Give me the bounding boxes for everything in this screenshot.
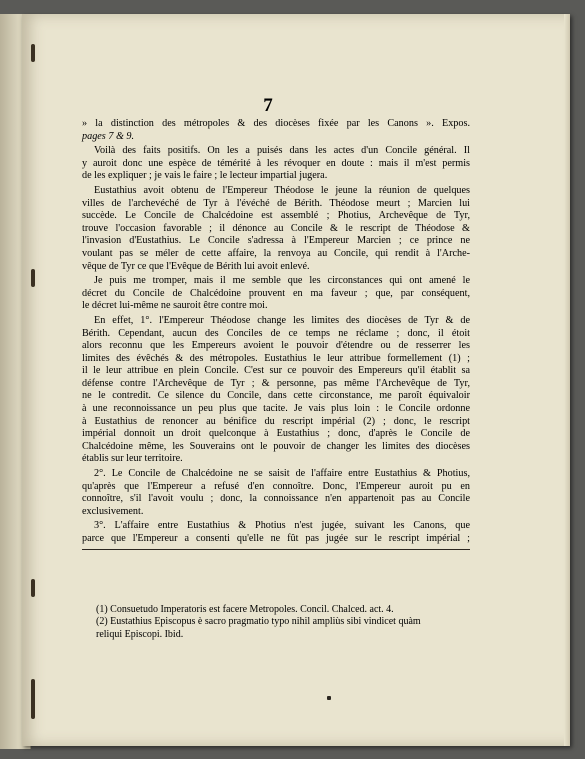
text-line: Bérith. Cependant, aucun des Conciles de ce temps ne réclame ; donc, il étoit — [82, 327, 470, 339]
footnote-rule — [82, 549, 470, 550]
text-line: pages 7 & 9. — [82, 130, 135, 142]
text-line: villes de l'archevéché de Tyr à l'évéché de Bérith. Théodose meurt ; Marcien lui — [82, 197, 470, 209]
text-line: 2°. Le Concile de Chalcédoine ne se saisit de l'affaire entre Eustathius & Photius, — [94, 468, 470, 480]
paragraph — [82, 315, 470, 466]
text-line: établis sur leur territoire. — [82, 453, 183, 465]
text-line: l'invasion d'Eustathius. Le Concile s'adressa à l'Empereur Marcien ; ce prince ne — [82, 235, 470, 247]
body-text — [82, 118, 470, 556]
paragraph — [82, 185, 470, 273]
paragraph — [82, 468, 470, 518]
binding-thread-mark — [31, 269, 35, 287]
footnote-2-continued: reliqui Episcopi. Ibid. — [96, 628, 184, 640]
page-number: 7 — [263, 95, 273, 116]
page-edge — [564, 14, 570, 746]
binding-thread-mark — [31, 579, 35, 597]
text-line: connoître, s'il l'avoit voulu ; donc, la connoissance n'en appartenoit pas au Concile — [82, 493, 470, 505]
binding-thread-mark — [31, 44, 35, 62]
text-line: impérial donnoit un droit quelconque à Eustathius ; donc, d'après le Concile de — [82, 428, 470, 440]
text-line: » la distinction des métropoles & des diocèses fixée par les Canons ». Expos. — [82, 118, 470, 129]
text-line: Eustathius avoit obtenu de l'Empereur Théodose le jeune la réunion de quelques — [94, 184, 470, 196]
text-line: Voilà des faits positifs. On les a puisés dans les actes d'un Concile général. Il — [94, 145, 470, 157]
footnote-1: (1) Consuetudo Imperatoris est facere Metropoles. Concil. Chalced. act. 4. — [96, 604, 394, 615]
text-line: parce que l'Empereur a consenti qu'elle ne fût pas jugée sur le rescript impérial ; — [82, 533, 470, 544]
footnote-2: (2) Eustathius Episcopus è sacro pragmatio typo nihil ampliùs sibi vindicet quàm — [96, 616, 421, 628]
text-line: limites des évêchés & des métropoles. Eustathius le leur attribue formellement (1) ; — [82, 352, 470, 364]
text-line: qu'après que l'Empereur a refusé d'en connoître. Donc, l'Empereur auroit pu en — [82, 480, 470, 492]
text-line: défense contre l'Archevêque de Tyr ; & personne, pas même l'Archevêque de Tyr, — [82, 377, 470, 389]
text-line: à une reconnoissance un peu plus que tacite. Je vais plus loin : le Concile ordonne — [82, 403, 470, 415]
text-line: exclusivement. — [82, 505, 144, 517]
paragraph — [82, 520, 470, 545]
text-line: y auroit donc une espèce de témérité à les révoquer en doute : mais il m'est permis — [82, 157, 470, 169]
text-line: il le leur attribue en plein Concile. C'est sur ce pouvoir des Empereurs qu'il établit sa — [82, 365, 470, 377]
printer-signature-mark — [327, 696, 331, 700]
text-line: Chalcédoine même, les Souverains ont le pouvoir de changer les limites des diocèses — [82, 440, 470, 452]
text-line: 3°. L'affaire entre Eustathius & Photius n'est jugée, suivant les Canons, que — [94, 520, 470, 532]
text-line: alors reconnu que les Empereurs avoient le pouvoir d'étendre ou de resserrer les — [82, 340, 470, 352]
text-line: vêque de Tyr ce que l'Evêque de Bérith lui avoit enlevé. — [82, 260, 310, 272]
text-line: voulant pas se méler de cette affaire, la renvoya au Concile, qui rendit à l'Arche- — [82, 247, 470, 259]
text-line: En effet, 1°. l'Empereur Théodose change les limites des diocèses de Tyr & de — [94, 314, 470, 326]
paragraph — [82, 145, 470, 183]
text-line: ne le contredit. Ce silence du Concile, dans cette circonstance, me paroît équivaloir — [82, 390, 470, 402]
text-line: le décret lui-même ne sauroit être contre moi. — [82, 300, 268, 312]
text-line: à Eustathius de renoncer au bénifice du rescript impérial (2) ; donc, le rescript — [82, 415, 470, 427]
text-line: trouve l'occasion favorable ; il dénonce au Concile & le rescript de Théodose & — [82, 222, 470, 234]
text-line: décret du Concile de Chalcédoine prouvent en ma faveur ; que, par conséquent, — [82, 287, 470, 299]
text-line: Je puis me tromper, mais il me semble que les circonstances qui ont amené le — [94, 275, 470, 287]
paragraph — [82, 275, 470, 313]
binding-thread-mark — [31, 679, 35, 719]
footnotes — [96, 604, 470, 641]
paragraph-quote — [82, 118, 470, 143]
text-line: succède. Le Concile de Chalcédoine est assemblé ; Photius, Archevêque de Tyr, — [82, 210, 470, 222]
text-line: de les expliquer ; je vais le faire ; le lecteur impartial jugera. — [82, 170, 328, 182]
